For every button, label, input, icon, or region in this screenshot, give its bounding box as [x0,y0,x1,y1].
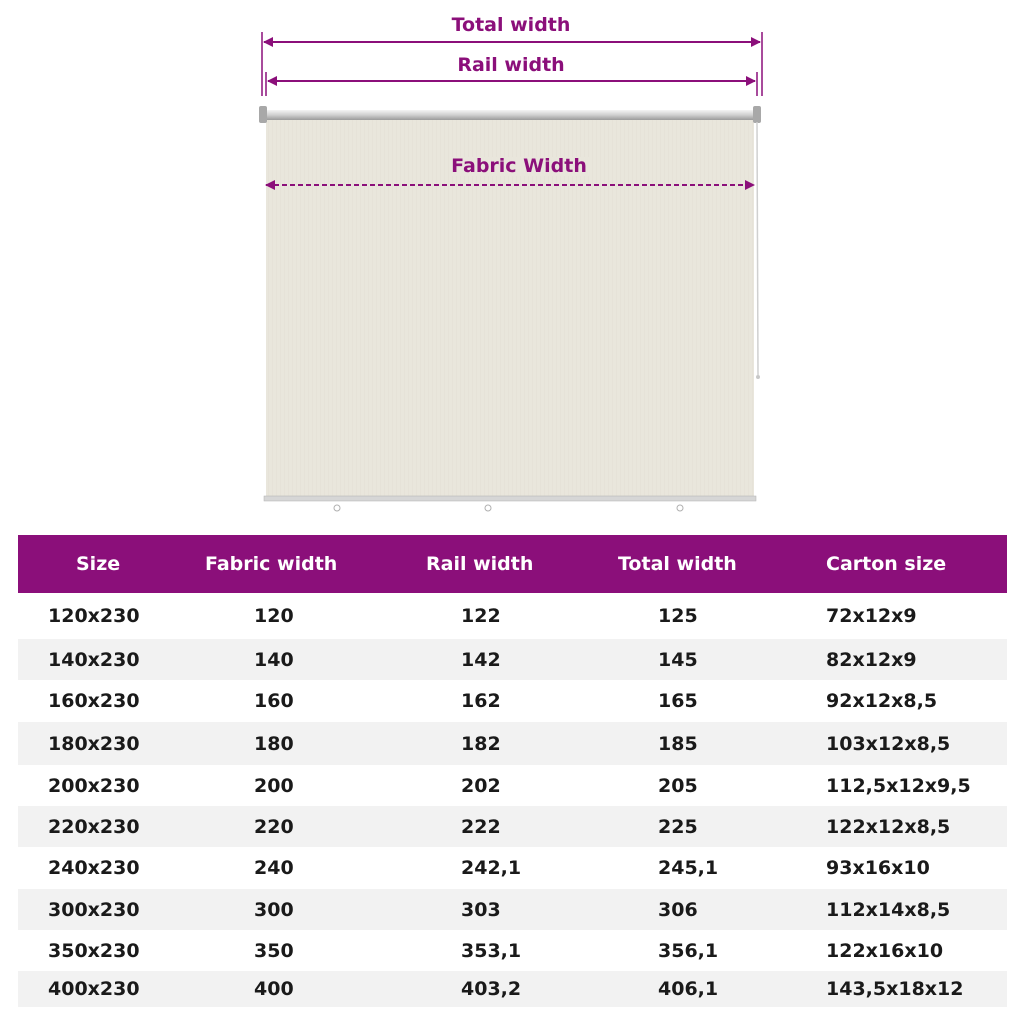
cell-fabric-width: 240 [254,857,294,879]
cell-total-width: 225 [658,815,698,838]
cell-rail-width: 202 [461,774,501,797]
cell-carton-size: 122x16x10 [826,939,944,962]
header-total-width: Total width [618,553,737,575]
table-row [18,889,1007,930]
size-table [18,535,1007,1007]
cell-total-width: 125 [658,605,698,627]
cell-rail-width: 242,1 [461,857,522,879]
cell-total-width: 165 [658,690,698,712]
cell-rail-width: 142 [461,648,501,671]
cell-carton-size: 92x12x8,5 [826,690,938,712]
cell-rail-width: 353,1 [461,939,522,962]
cell-fabric-width: 120 [254,605,294,627]
table-row [18,930,1007,971]
cell-rail-width: 182 [461,732,501,755]
bottom-ring-left [334,505,340,511]
cell-size: 350x230 [48,939,140,962]
cell-carton-size: 82x12x9 [826,648,917,671]
cell-total-width: 245,1 [658,857,719,879]
cell-total-width: 205 [658,774,698,797]
header-rail-width: Rail width [426,553,534,575]
table-row [18,593,1007,639]
cell-size: 240x230 [48,857,140,879]
bottom-ring-center [485,505,491,511]
cell-size: 160x230 [48,690,140,712]
cell-rail-width: 303 [461,898,501,921]
pull-cord [757,122,758,375]
cell-total-width: 406,1 [658,978,719,1000]
header-fabric-width: Fabric width [205,553,338,575]
cell-size: 140x230 [48,648,140,671]
cell-rail-width: 162 [461,690,501,712]
cell-carton-size: 112x14x8,5 [826,898,951,921]
rail-bracket-left [259,106,267,123]
cell-size: 300x230 [48,898,140,921]
cell-rail-width: 403,2 [461,978,522,1000]
cell-carton-size: 93x16x10 [826,857,930,879]
cell-fabric-width: 220 [254,815,294,838]
table-row [18,806,1007,847]
cell-carton-size: 143,5x18x12 [826,978,964,1000]
cell-size: 180x230 [48,732,140,755]
cell-size: 200x230 [48,774,140,797]
table-row [18,722,1007,765]
header-size: Size [76,553,121,575]
table-row [18,971,1007,1007]
cell-carton-size: 103x12x8,5 [826,732,951,755]
header-carton-size: Carton size [826,553,947,575]
cell-fabric-width: 160 [254,690,294,712]
table-body [18,593,1007,1007]
cell-total-width: 306 [658,898,698,921]
cell-fabric-width: 400 [254,978,294,1000]
fabric-width-label: Fabric Width [451,155,587,177]
total-width-label: Total width [451,14,571,36]
cell-fabric-width: 200 [254,774,294,797]
cell-total-width: 185 [658,732,698,755]
table-row [18,765,1007,806]
cell-fabric-width: 350 [254,939,294,962]
bottom-bar [264,496,756,501]
table-row [18,639,1007,680]
cell-rail-width: 122 [461,605,501,627]
cell-size: 400x230 [48,978,140,1000]
rail-width-label: Rail width [457,54,565,76]
cell-fabric-width: 300 [254,898,294,921]
cell-fabric-width: 180 [254,732,294,755]
bottom-ring-right [677,505,683,511]
cell-rail-width: 222 [461,815,501,838]
cell-carton-size: 112,5x12x9,5 [826,774,971,797]
cell-fabric-width: 140 [254,648,294,671]
cell-carton-size: 122x12x8,5 [826,815,951,838]
cell-total-width: 145 [658,648,698,671]
pull-cord-end [756,375,760,379]
cell-size: 220x230 [48,815,140,838]
top-rail [263,110,757,120]
table-row [18,680,1007,722]
table-row [18,847,1007,889]
rail-bracket-right [753,106,761,123]
cell-carton-size: 72x12x9 [826,605,917,627]
cell-size: 120x230 [48,605,140,627]
table-header-row [18,535,1007,593]
cell-total-width: 356,1 [658,939,719,962]
